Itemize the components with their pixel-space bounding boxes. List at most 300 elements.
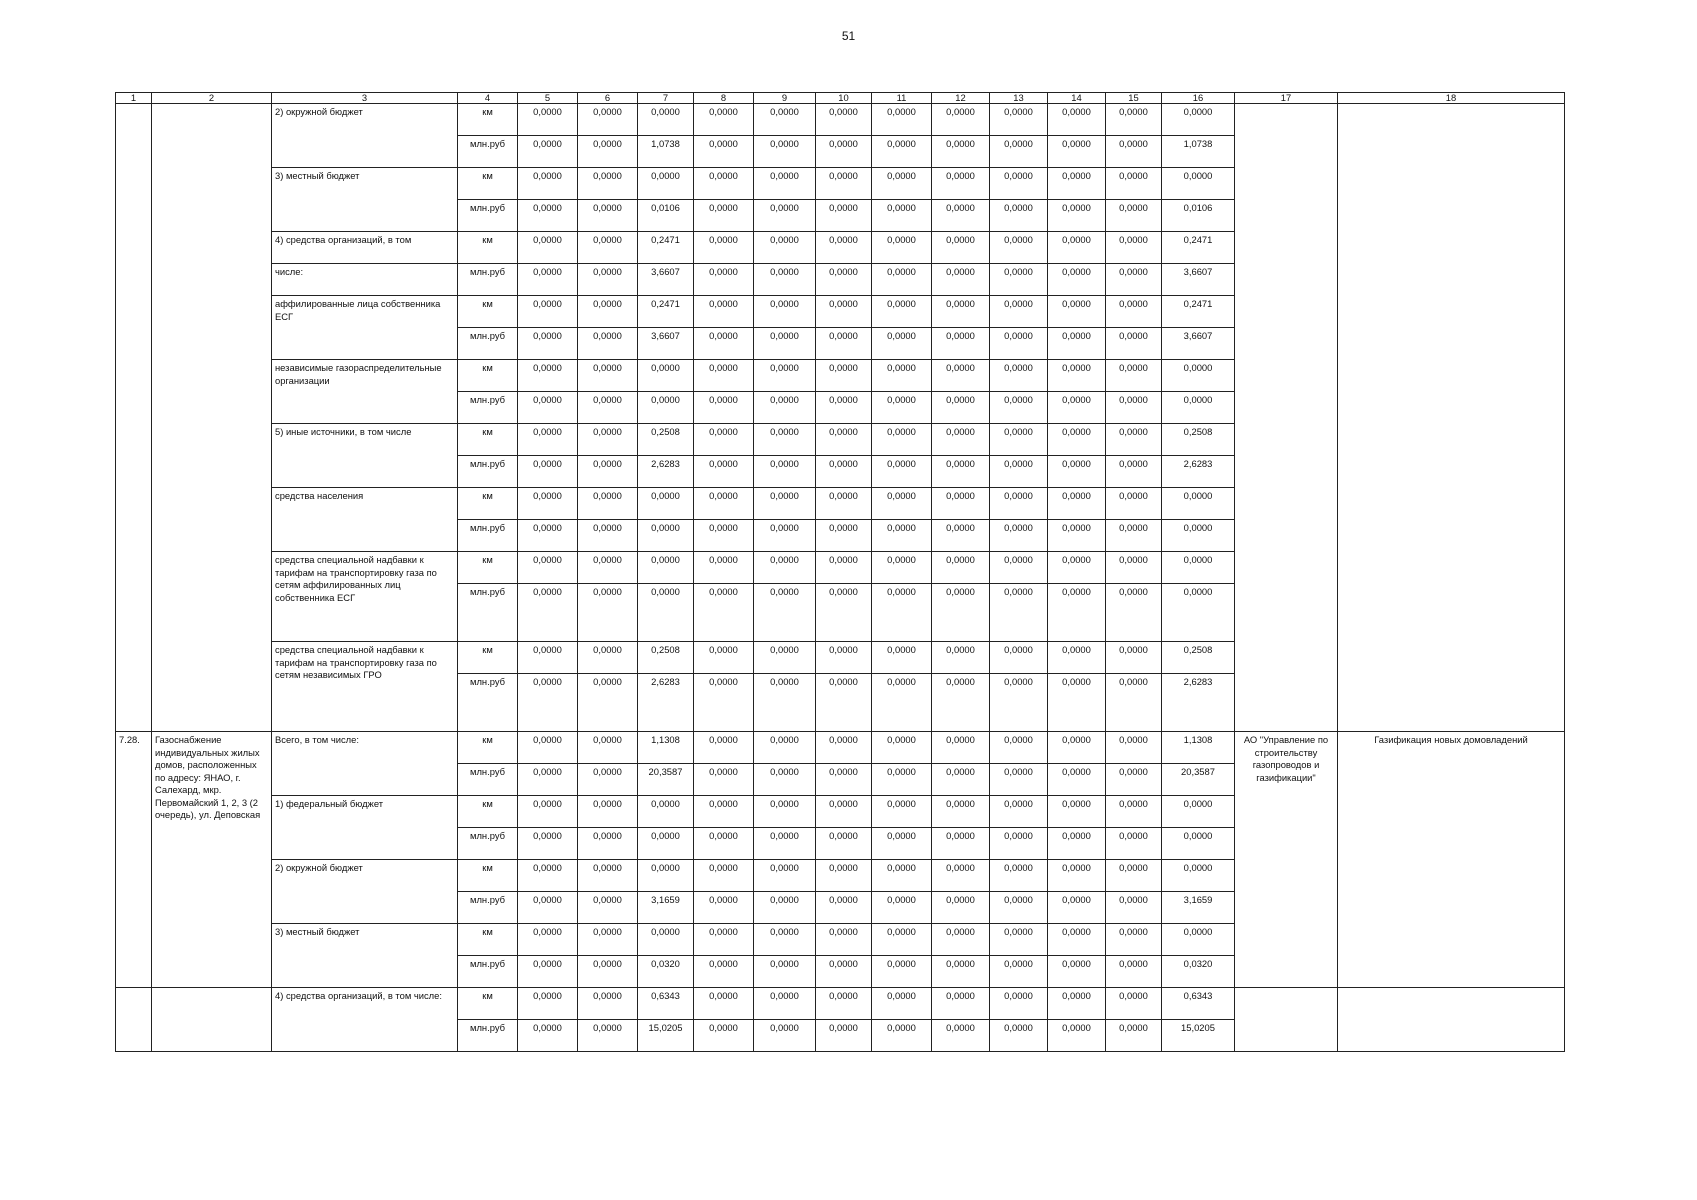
purpose-cell: Газификация новых домовладений (1338, 732, 1565, 988)
executor-cell (1235, 988, 1338, 1052)
value-cell: 0,0000 (990, 642, 1048, 674)
value-cell: 0,0000 (1048, 168, 1106, 200)
value-cell: 0,0000 (932, 764, 990, 796)
value-cell: 0,0000 (1106, 328, 1162, 360)
value-cell: 0,0000 (932, 520, 990, 552)
table-row (116, 732, 1565, 764)
value-cell: 0,0000 (518, 520, 578, 552)
value-cell: 0,0000 (816, 296, 872, 328)
value-cell: 0,0000 (872, 392, 932, 424)
value-cell: 0,0000 (638, 796, 694, 828)
value-cell: 0,0000 (990, 860, 1048, 892)
value-cell: 0,0000 (518, 360, 578, 392)
value-cell: 0,0000 (1106, 988, 1162, 1020)
value-cell: 3,6607 (1162, 328, 1235, 360)
value-cell: 0,0000 (1106, 764, 1162, 796)
value-cell: 0,0000 (518, 796, 578, 828)
value-cell: 0,0000 (694, 424, 754, 456)
value-cell: 0,6343 (1162, 988, 1235, 1020)
value-cell: 0,0000 (932, 892, 990, 924)
value-cell: 0,0000 (816, 828, 872, 860)
value-cell: 0,0000 (638, 104, 694, 136)
unit-cell: млн.руб (458, 264, 518, 296)
value-cell: 0,0000 (754, 168, 816, 200)
value-cell: 0,0000 (990, 1020, 1048, 1052)
value-cell: 0,0000 (932, 456, 990, 488)
value-cell: 0,0000 (694, 828, 754, 860)
value-cell: 0,2508 (1162, 642, 1235, 674)
column-header-8: 8 (694, 93, 754, 104)
value-cell: 0,0000 (754, 796, 816, 828)
value-cell: 0,0000 (932, 828, 990, 860)
column-header-5: 5 (518, 93, 578, 104)
value-cell: 0,0000 (1106, 232, 1162, 264)
value-cell: 0,0106 (1162, 200, 1235, 232)
unit-cell: млн.руб (458, 136, 518, 168)
value-cell: 0,0000 (1048, 924, 1106, 956)
value-cell: 0,0000 (1162, 584, 1235, 642)
value-cell: 0,0000 (694, 956, 754, 988)
value-cell: 0,0000 (872, 988, 932, 1020)
value-cell: 0,0000 (1048, 136, 1106, 168)
unit-cell: млн.руб (458, 828, 518, 860)
value-cell: 0,0000 (694, 674, 754, 732)
value-cell: 0,0000 (990, 892, 1048, 924)
item-number: 7.28. (116, 732, 152, 988)
row-label: средства специальной надбавки к тарифам на транспортировку газа по сетям аффилированных лиц собственника ЕСГ (272, 552, 458, 642)
value-cell: 0,0000 (932, 136, 990, 168)
value-cell: 0,0000 (518, 456, 578, 488)
value-cell: 0,0000 (518, 828, 578, 860)
column-header-2: 2 (152, 93, 272, 104)
value-cell: 0,0000 (990, 488, 1048, 520)
unit-cell: млн.руб (458, 674, 518, 732)
value-cell: 0,0000 (1048, 456, 1106, 488)
value-cell: 0,0000 (932, 392, 990, 424)
value-cell: 0,0000 (1048, 360, 1106, 392)
value-cell: 2,6283 (638, 456, 694, 488)
value-cell: 0,0000 (990, 674, 1048, 732)
value-cell: 0,0000 (578, 104, 638, 136)
value-cell: 0,0000 (816, 232, 872, 264)
value-cell: 0,0000 (872, 584, 932, 642)
value-cell: 0,0000 (872, 136, 932, 168)
value-cell: 0,0000 (990, 296, 1048, 328)
value-cell: 0,0000 (694, 456, 754, 488)
value-cell: 0,0000 (578, 136, 638, 168)
value-cell: 0,0000 (518, 732, 578, 764)
value-cell: 0,0000 (1048, 584, 1106, 642)
unit-cell: км (458, 360, 518, 392)
value-cell: 0,0000 (872, 1020, 932, 1052)
value-cell: 0,0000 (872, 956, 932, 988)
unit-cell: млн.руб (458, 328, 518, 360)
value-cell: 0,0000 (694, 488, 754, 520)
value-cell: 0,0000 (872, 520, 932, 552)
unit-cell: млн.руб (458, 1020, 518, 1052)
value-cell: 0,0000 (872, 232, 932, 264)
header-row (116, 93, 1565, 104)
value-cell: 0,0000 (1048, 892, 1106, 924)
value-cell: 0,0000 (932, 924, 990, 956)
unit-cell: млн.руб (458, 392, 518, 424)
value-cell: 0,0000 (1106, 924, 1162, 956)
value-cell: 3,6607 (638, 264, 694, 296)
value-cell: 0,0000 (872, 424, 932, 456)
value-cell: 0,0000 (990, 168, 1048, 200)
value-cell: 0,0000 (872, 796, 932, 828)
row-label: 2) окружной бюджет (272, 860, 458, 924)
value-cell: 0,0000 (1048, 520, 1106, 552)
column-header-17: 17 (1235, 93, 1338, 104)
value-cell: 0,0000 (518, 168, 578, 200)
column-header-1: 1 (116, 93, 152, 104)
investment-table (115, 92, 1565, 1052)
purpose-cell (1338, 104, 1565, 732)
value-cell: 0,2508 (638, 424, 694, 456)
value-cell: 0,0000 (1162, 520, 1235, 552)
value-cell: 0,0000 (872, 200, 932, 232)
value-cell: 15,0205 (1162, 1020, 1235, 1052)
value-cell: 0,0000 (932, 104, 990, 136)
value-cell: 0,0000 (1106, 424, 1162, 456)
value-cell: 0,0000 (1106, 104, 1162, 136)
value-cell: 0,0000 (518, 488, 578, 520)
value-cell: 0,0000 (1048, 764, 1106, 796)
value-cell: 0,0000 (1106, 200, 1162, 232)
value-cell: 0,0000 (518, 232, 578, 264)
page-number: 51 (841, 29, 856, 43)
row-label: аффилированные лица собственника ЕСГ (272, 296, 458, 360)
value-cell: 0,0000 (1162, 924, 1235, 956)
column-header-13: 13 (990, 93, 1048, 104)
value-cell: 0,0000 (754, 200, 816, 232)
value-cell: 0,0000 (694, 552, 754, 584)
value-cell: 1,1308 (1162, 732, 1235, 764)
value-cell: 0,0000 (754, 104, 816, 136)
value-cell: 0,0000 (578, 828, 638, 860)
value-cell: 0,0320 (1162, 956, 1235, 988)
value-cell: 0,0000 (1106, 642, 1162, 674)
value-cell: 0,0000 (816, 1020, 872, 1052)
row-label: 3) местный бюджет (272, 924, 458, 988)
value-cell: 0,0000 (754, 892, 816, 924)
unit-cell: млн.руб (458, 584, 518, 642)
value-cell: 0,0000 (694, 296, 754, 328)
value-cell: 0,0000 (694, 860, 754, 892)
value-cell: 0,0000 (990, 924, 1048, 956)
item-name-cell (152, 988, 272, 1052)
value-cell: 0,0000 (1162, 392, 1235, 424)
column-header-16: 16 (1162, 93, 1235, 104)
unit-cell: км (458, 424, 518, 456)
value-cell: 0,0000 (694, 732, 754, 764)
value-cell: 0,0000 (638, 552, 694, 584)
value-cell: 0,0000 (754, 828, 816, 860)
value-cell: 0,0000 (1106, 860, 1162, 892)
row-label: 4) средства организаций, в том числе: (272, 988, 458, 1052)
table-row (116, 104, 1565, 136)
value-cell: 0,0000 (1106, 136, 1162, 168)
value-cell: 0,0000 (754, 956, 816, 988)
row-label: 5) иные источники, в том числе (272, 424, 458, 488)
value-cell: 0,0000 (754, 328, 816, 360)
value-cell: 3,6607 (1162, 264, 1235, 296)
value-cell: 0,0000 (578, 1020, 638, 1052)
value-cell: 0,0000 (1106, 796, 1162, 828)
value-cell: 0,0000 (816, 642, 872, 674)
value-cell: 0,2508 (638, 642, 694, 674)
column-header-15: 15 (1106, 93, 1162, 104)
value-cell: 0,0000 (638, 520, 694, 552)
value-cell: 0,0000 (990, 520, 1048, 552)
value-cell: 0,0000 (990, 732, 1048, 764)
value-cell: 0,0000 (1106, 360, 1162, 392)
value-cell: 0,2508 (1162, 424, 1235, 456)
value-cell: 0,0000 (1162, 488, 1235, 520)
value-cell: 0,0000 (754, 764, 816, 796)
value-cell: 1,0738 (638, 136, 694, 168)
value-cell: 0,0000 (754, 520, 816, 552)
executor-cell (1235, 104, 1338, 732)
value-cell: 0,0000 (816, 988, 872, 1020)
value-cell: 0,0000 (1048, 956, 1106, 988)
value-cell: 0,0000 (578, 424, 638, 456)
value-cell: 0,0000 (754, 860, 816, 892)
value-cell: 0,0000 (932, 796, 990, 828)
value-cell: 0,0000 (518, 136, 578, 168)
value-cell: 0,0000 (578, 732, 638, 764)
value-cell: 2,6283 (638, 674, 694, 732)
value-cell: 0,0000 (578, 796, 638, 828)
value-cell: 0,0000 (872, 296, 932, 328)
value-cell: 0,0000 (518, 924, 578, 956)
value-cell: 0,0000 (1106, 674, 1162, 732)
value-cell: 0,0000 (1162, 796, 1235, 828)
value-cell: 0,0000 (754, 1020, 816, 1052)
column-header-3: 3 (272, 93, 458, 104)
value-cell: 0,0000 (932, 552, 990, 584)
value-cell: 0,0000 (638, 860, 694, 892)
value-cell: 0,0000 (694, 988, 754, 1020)
value-cell: 0,0000 (816, 392, 872, 424)
value-cell: 0,0000 (932, 674, 990, 732)
value-cell: 0,0000 (694, 642, 754, 674)
value-cell: 0,0000 (816, 584, 872, 642)
value-cell: 0,0000 (816, 520, 872, 552)
value-cell: 0,0000 (754, 136, 816, 168)
value-cell: 0,0000 (1162, 860, 1235, 892)
value-cell: 0,0000 (694, 520, 754, 552)
value-cell: 0,0000 (1106, 956, 1162, 988)
value-cell: 0,0000 (1106, 892, 1162, 924)
value-cell: 0,0000 (816, 328, 872, 360)
table-row (116, 988, 1565, 1020)
value-cell: 0,0000 (754, 552, 816, 584)
value-cell: 0,0000 (932, 956, 990, 988)
row-label: средства населения (272, 488, 458, 552)
value-cell: 0,0000 (518, 296, 578, 328)
value-cell: 0,0000 (518, 392, 578, 424)
value-cell: 0,0000 (638, 828, 694, 860)
value-cell: 0,0000 (816, 424, 872, 456)
value-cell: 0,0000 (816, 200, 872, 232)
value-cell: 0,0000 (1048, 642, 1106, 674)
value-cell: 0,0000 (578, 456, 638, 488)
value-cell: 20,3587 (638, 764, 694, 796)
column-header-9: 9 (754, 93, 816, 104)
value-cell: 0,0000 (754, 988, 816, 1020)
value-cell: 20,3587 (1162, 764, 1235, 796)
unit-cell: км (458, 860, 518, 892)
value-cell: 0,0000 (518, 956, 578, 988)
column-header-10: 10 (816, 93, 872, 104)
value-cell: 0,0000 (518, 104, 578, 136)
value-cell: 0,0000 (694, 924, 754, 956)
value-cell: 0,0000 (754, 642, 816, 674)
value-cell: 0,0000 (1106, 488, 1162, 520)
row-label: независимые газораспределительные организации (272, 360, 458, 424)
table-body (116, 104, 1565, 1052)
unit-cell: км (458, 732, 518, 764)
value-cell: 0,0000 (754, 584, 816, 642)
value-cell: 0,0000 (816, 796, 872, 828)
value-cell: 0,0000 (694, 232, 754, 264)
unit-cell: км (458, 924, 518, 956)
value-cell: 0,0000 (816, 732, 872, 764)
unit-cell: км (458, 642, 518, 674)
row-label: числе: (272, 264, 458, 296)
value-cell: 0,0000 (932, 732, 990, 764)
value-cell: 0,0000 (816, 488, 872, 520)
value-cell: 0,0000 (816, 264, 872, 296)
value-cell: 0,0000 (578, 488, 638, 520)
purpose-cell (1338, 988, 1565, 1052)
value-cell: 0,0000 (694, 136, 754, 168)
value-cell: 0,0000 (578, 956, 638, 988)
value-cell: 0,0000 (1048, 796, 1106, 828)
row-label: 4) средства организаций, в том (272, 232, 458, 264)
row-label: 2) окружной бюджет (272, 104, 458, 168)
value-cell: 0,0000 (754, 424, 816, 456)
value-cell: 0,0000 (932, 232, 990, 264)
value-cell: 0,0000 (990, 328, 1048, 360)
value-cell: 0,0000 (578, 200, 638, 232)
row-label: 3) местный бюджет (272, 168, 458, 232)
value-cell: 0,0000 (990, 796, 1048, 828)
value-cell: 0,0000 (638, 584, 694, 642)
value-cell: 0,2471 (1162, 296, 1235, 328)
value-cell: 0,0000 (1106, 456, 1162, 488)
value-cell: 0,0000 (990, 392, 1048, 424)
value-cell: 0,0000 (1106, 520, 1162, 552)
value-cell: 0,0000 (754, 488, 816, 520)
value-cell: 0,0000 (816, 360, 872, 392)
value-cell: 0,0000 (518, 328, 578, 360)
value-cell: 0,0000 (990, 264, 1048, 296)
value-cell: 0,0000 (578, 328, 638, 360)
value-cell: 0,0000 (578, 764, 638, 796)
column-header-18: 18 (1338, 93, 1565, 104)
value-cell: 0,0000 (1048, 552, 1106, 584)
value-cell: 0,0000 (638, 360, 694, 392)
value-cell: 0,0000 (1048, 828, 1106, 860)
value-cell: 0,0000 (816, 136, 872, 168)
value-cell: 0,0000 (932, 296, 990, 328)
value-cell: 0,0000 (578, 520, 638, 552)
value-cell: 0,0000 (518, 674, 578, 732)
unit-cell: млн.руб (458, 456, 518, 488)
value-cell: 0,0000 (872, 168, 932, 200)
value-cell: 0,0000 (932, 264, 990, 296)
value-cell: 0,0000 (1162, 104, 1235, 136)
value-cell: 0,0000 (694, 584, 754, 642)
value-cell: 15,0205 (638, 1020, 694, 1052)
value-cell: 0,0000 (1106, 552, 1162, 584)
value-cell: 0,0000 (872, 642, 932, 674)
unit-cell: км (458, 988, 518, 1020)
value-cell: 0,0000 (518, 552, 578, 584)
row-label: 1) федеральный бюджет (272, 796, 458, 860)
value-cell: 0,0000 (816, 924, 872, 956)
value-cell: 0,0000 (578, 584, 638, 642)
value-cell: 0,0000 (932, 1020, 990, 1052)
item-name: Газоснабжение индивидуальных жилых домов, расположенных по адресу: ЯНАО, г. Салехард, мкр. Первомайский 1, 2, 3 (2 очередь), ул. Деповская (152, 732, 272, 988)
unit-cell: млн.руб (458, 200, 518, 232)
value-cell: 0,0000 (990, 552, 1048, 584)
value-cell: 0,0000 (872, 924, 932, 956)
value-cell: 0,0000 (990, 136, 1048, 168)
unit-cell: млн.руб (458, 892, 518, 924)
column-header-6: 6 (578, 93, 638, 104)
value-cell: 0,0000 (694, 328, 754, 360)
unit-cell: млн.руб (458, 520, 518, 552)
value-cell: 0,0000 (932, 488, 990, 520)
value-cell: 0,0000 (932, 200, 990, 232)
value-cell: 0,0320 (638, 956, 694, 988)
value-cell: 0,0000 (518, 424, 578, 456)
value-cell: 0,0000 (638, 392, 694, 424)
unit-cell: км (458, 488, 518, 520)
value-cell: 0,0000 (932, 328, 990, 360)
value-cell: 0,0000 (694, 1020, 754, 1052)
column-header-11: 11 (872, 93, 932, 104)
value-cell: 1,0738 (1162, 136, 1235, 168)
value-cell: 0,0000 (872, 764, 932, 796)
value-cell: 0,0000 (990, 956, 1048, 988)
value-cell: 0,0000 (1048, 232, 1106, 264)
value-cell: 0,0000 (1106, 264, 1162, 296)
unit-cell: км (458, 552, 518, 584)
value-cell: 0,0000 (1048, 988, 1106, 1020)
value-cell: 0,0000 (816, 892, 872, 924)
value-cell: 0,0000 (754, 732, 816, 764)
unit-cell: км (458, 168, 518, 200)
column-header-4: 4 (458, 93, 518, 104)
item-name-cell (152, 104, 272, 732)
value-cell: 0,0000 (578, 392, 638, 424)
value-cell: 0,0000 (518, 1020, 578, 1052)
value-cell: 0,6343 (638, 988, 694, 1020)
value-cell: 0,0000 (932, 424, 990, 456)
value-cell: 0,0000 (872, 732, 932, 764)
value-cell: 0,0000 (694, 360, 754, 392)
value-cell: 0,0000 (1048, 296, 1106, 328)
value-cell: 0,0000 (754, 924, 816, 956)
value-cell: 0,0000 (872, 488, 932, 520)
value-cell: 0,0000 (816, 552, 872, 584)
value-cell: 0,0000 (872, 674, 932, 732)
